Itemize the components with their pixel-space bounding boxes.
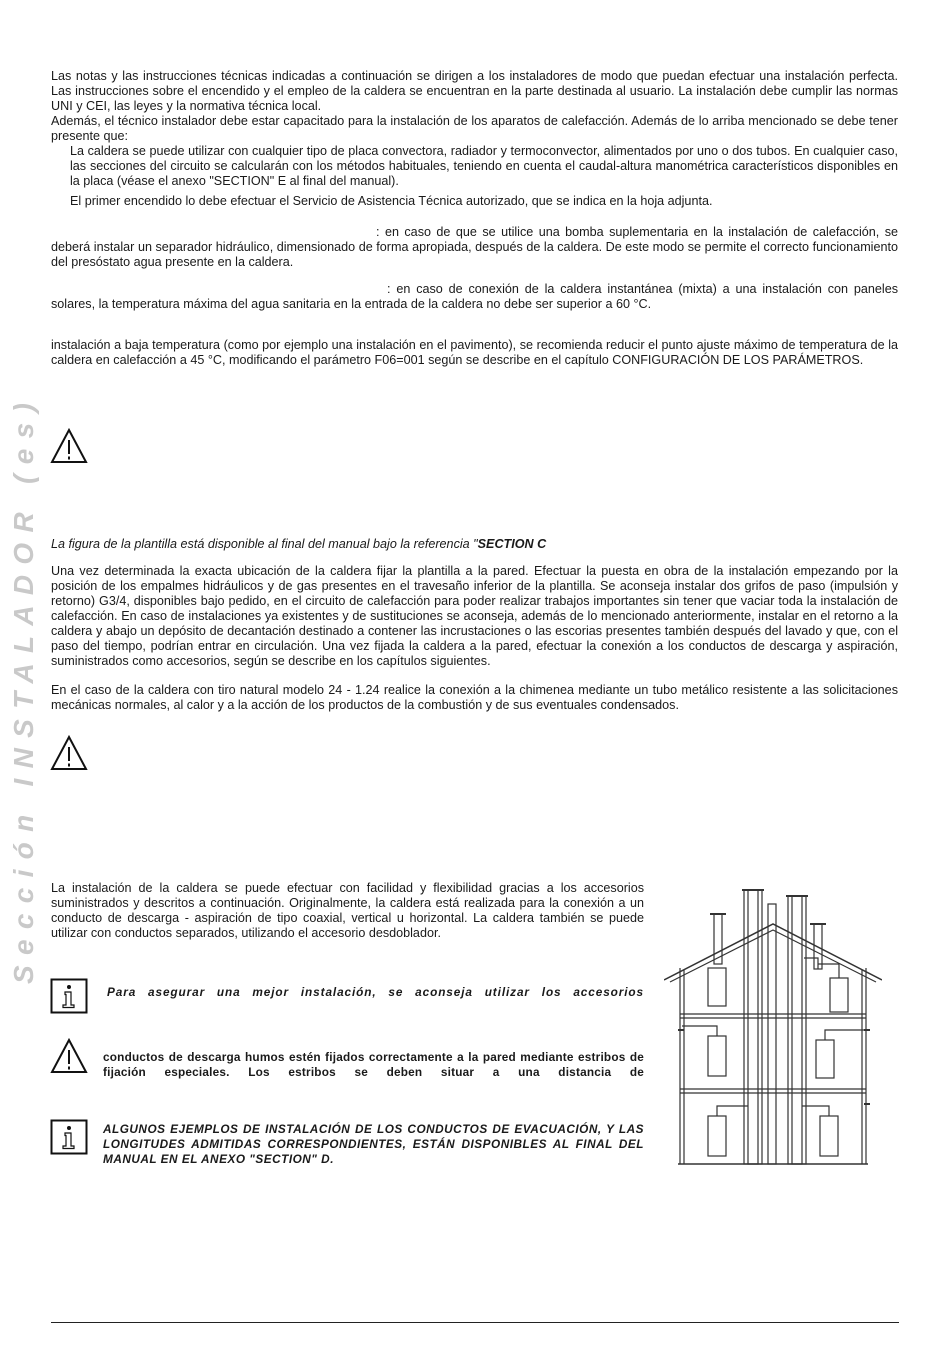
intro-paragraph-2: Además, el técnico instalador debe estar capacitado para la instalación de los aparatos de calefacción. Además de lo arriba mencionado se debe tener presente que: bbox=[51, 114, 898, 143]
footer-rule bbox=[51, 1322, 899, 1323]
warning-triangle-icon bbox=[50, 1038, 88, 1074]
warning-triangle-icon bbox=[50, 735, 88, 771]
template-paragraph-1: Una vez determinada la exacta ubicación de la caldera fijar la plantilla a la pared. Efectuar la puesta en obra de la instalación empezando por la posición de los empalmes hidráulicos y de gas presentes en el travesaño inferior de la plantilla. Se aconseja instalar dos grifos de paso (impulsión y retorno) G3/4, disponibles bajo pedido, en el circuito de calefacción para poder realizar trabajos importantes sin tener que vaciar toda la instalación de calefacción. En caso de instalaciones ya existentes y de sustituciones se aconseja, además de lo mencionado anteriormente, instalar en el retorno a la caldera y abajo un depósito de decantación destinado a contener las incrustaciones o las escorias presentes también después del lavado y que, con el paso del tiempo, podrían entrar en circulación. Una vez fijada la caldera a la pared, efectuar la conexión a los conductos de descarga y aspiración, suministrados como accesorios, según se describe en los capítulos siguientes. bbox=[51, 564, 898, 668]
intro-paragraph-1: Las notas y las instrucciones técnicas indicadas a continuación se dirigen a los instaladores de modo que puedan efectuar una instalación perfecta. Las instrucciones sobre el encendido y el empleo de la caldera se encuentran en la parte destinada al usuario. La instalación debe cumplir las normas UNI y CEI, las leyes y la normativa técnica local. bbox=[51, 69, 898, 113]
warning-triangle-icon bbox=[50, 428, 88, 464]
intro-paragraph-6: : en caso de conexión de la caldera instantánea (mixta) a una instalación con paneles solares, la temperatura máxima del agua sanitaria en la entrada de la caldera no debe ser superior a 60 °C. bbox=[51, 282, 898, 311]
intro-paragraph-7: instalación a baja temperatura (como por ejemplo una instalación en el pavimento), se recomienda reducir el punto ajuste máximo de temperatura de la caldera en calefacción a 45 °C, modificando el parámetro F06=001 según se describe en el capítulo CONFIGURACIÓN DE LOS PARÁMETROS. bbox=[51, 338, 898, 367]
template-reference-text: La figura de la plantilla está disponible al final del manual bajo la referencia " bbox=[51, 537, 478, 551]
template-reference-bold: SECTION C bbox=[477, 537, 547, 551]
flue-paragraph-1: La instalación de la caldera se puede efectuar con facilidad y flexibilidad gracias a los accesorios suministrados y descritos a continuación. Originalmente, la caldera está realizada para la conexión a un conducto de descarga - aspiración de tipo coaxial, vertical u horizontal. La caldera también se puede utilizar con conductos separados, utilizando el accesorio desdoblador. bbox=[51, 881, 644, 940]
side-section-label: Sección INSTALADOR (es) bbox=[8, 392, 39, 984]
note-flue-brackets: conductos de descarga humos estén fijados correctamente a la pared mediante estribos de fijación especiales. Los estribos se deben situar a una distancia de bbox=[103, 1050, 644, 1079]
intro-paragraph-4: El primer encendido lo debe efectuar el Servicio de Asistencia Técnica autorizado, que se indica en la hoja adjunta. bbox=[70, 194, 713, 208]
note-section-d: ALGUNOS EJEMPLOS DE INSTALACIÓN DE LOS CONDUCTOS DE EVACUACIÓN, Y LAS LONGITUDES ADMITIDAS CORRESPONDIENTES, ESTÁN DISPONIBLES AL FINAL DEL MANUAL EN EL ANEXO "SECTION" D. bbox=[103, 1122, 644, 1166]
house-flue-diagram bbox=[664, 884, 882, 1172]
template-reference bbox=[51, 537, 898, 552]
template-paragraph-2: En el caso de la caldera con tiro natural modelo 24 - 1.24 realice la conexión a la chimenea mediante un tubo metálico resistente a las solicitaciones mecánicas normales, al calor y a la acción de los productos de la combustión y de sus eventuales condensados. bbox=[51, 683, 898, 712]
info-icon bbox=[50, 978, 88, 1014]
note-accessories: Para asegurar una mejor instalación, se aconseja utilizar los accesorios bbox=[107, 985, 644, 999]
info-icon bbox=[50, 1119, 88, 1155]
intro-paragraph-3: La caldera se puede utilizar con cualquier tipo de placa convectora, radiador y termoconvector, alimentados por uno o dos tubos. En cualquier caso, las secciones del circuito se calcularán con los métodos habituales, teniendo en cuenta el caudal-altura manométrica característicos disponibles en la placa (véase el anexo "SECTION" E al final del manual). bbox=[70, 144, 898, 188]
intro-paragraph-5: : en caso de que se utilice una bomba suplementaria en la instalación de calefacción, se deberá instalar un separador hidráulico, dimensionado de forma apropiada, después de la caldera. De este modo se permite el correcto funcionamiento del presóstato agua presente en la caldera. bbox=[51, 225, 898, 269]
